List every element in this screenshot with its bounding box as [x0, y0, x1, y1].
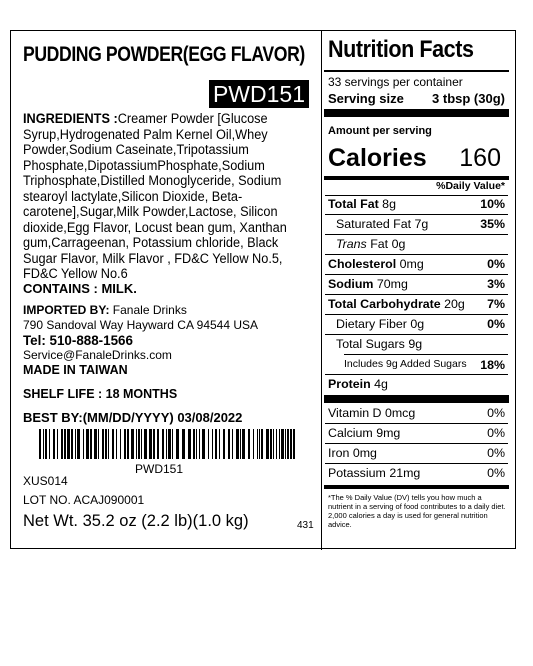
net-weight: Net Wt. 35.2 oz (2.2 lb)(1.0 kg): [23, 512, 249, 530]
country-of-origin: MADE IN TAIWAN: [23, 363, 128, 377]
divider: [325, 234, 508, 235]
barcode-bar: [39, 429, 41, 459]
total-carbohydrate-row: Total Carbohydrate 20g 7%: [328, 297, 505, 311]
barcode-bar: [90, 429, 92, 459]
calcium-row: Calcium 9mg 0%: [328, 426, 505, 440]
barcode-bar: [223, 429, 225, 459]
barcode-text: PWD151: [135, 462, 184, 476]
barcode-bar: [98, 429, 99, 459]
barcode-bar: [144, 429, 147, 459]
barcode-bar: [136, 429, 137, 459]
barcode-bar: [202, 429, 205, 459]
barcode-bar: [193, 429, 195, 459]
servings-per-container: 33 servings per container: [328, 75, 463, 89]
barcode-bar: [124, 429, 126, 459]
barcode-bar: [131, 429, 134, 459]
barcode-bar: [168, 429, 171, 459]
protein-row: Protein 4g: [328, 377, 388, 391]
vitamin-d-row: Vitamin D 0mcg 0%: [328, 406, 505, 420]
barcode-bar: [248, 429, 250, 459]
calories-value: 160: [459, 144, 501, 172]
nutrition-facts-panel: [321, 31, 511, 550]
divider: [325, 254, 508, 255]
barcode-bar: [166, 429, 167, 459]
nutrition-facts-title: Nutrition Facts: [328, 36, 474, 63]
saturated-fat-row: Saturated Fat 7g 35%: [336, 217, 505, 231]
barcode-bar: [276, 429, 277, 459]
barcode-bar: [228, 429, 230, 459]
iron-row: Iron 0mg 0%: [328, 446, 505, 460]
barcode-bar: [212, 429, 213, 459]
divider: [344, 354, 508, 355]
barcode-bar: [261, 429, 263, 459]
barcode-bar: [176, 429, 179, 459]
barcode-bar: [61, 429, 63, 459]
thick-divider: [324, 395, 509, 403]
divider: [325, 214, 508, 215]
barcode-bar: [149, 429, 152, 459]
barcode-bar: [270, 429, 272, 459]
barcode-bar: [236, 429, 239, 459]
barcode-bar: [208, 429, 209, 459]
nutrition-footnote: *The % Daily Value (DV) tells you how much a nutrient in a serving of food contributes to a daily diet. 2,000 calories a day is used for general nutrition advice.: [328, 493, 506, 529]
shelf-life: SHELF LIFE : 18 MONTHS: [23, 387, 178, 401]
barcode-bar: [77, 429, 80, 459]
barcode-bar: [45, 429, 47, 459]
potassium-row: Potassium 21mg 0%: [328, 466, 505, 480]
allergen-statement: CONTAINS : MILK.: [23, 281, 137, 296]
barcode-bar: [138, 429, 140, 459]
barcode-bar: [43, 429, 44, 459]
ingredients-block: [23, 111, 308, 282]
divider: [325, 314, 508, 315]
importer-phone: Tel: 510-888-1566: [23, 333, 133, 348]
barcode-bar: [188, 429, 191, 459]
barcode-bar: [290, 429, 292, 459]
barcode-bar: [153, 429, 155, 459]
barcode-bar: [112, 429, 114, 459]
product-label: [10, 30, 516, 549]
barcode-bar: [182, 429, 185, 459]
barcode-bar: [83, 429, 84, 459]
divider: [325, 423, 508, 424]
total-fat-row: Total Fat 8g 10%: [328, 197, 505, 211]
serving-size-row: [328, 91, 505, 106]
ingredients-label: INGREDIENTS :: [23, 111, 118, 126]
calories-row: [328, 144, 501, 174]
barcode-bar: [71, 429, 73, 459]
product-code-badge: PWD151: [209, 80, 309, 108]
calories-label: Calories: [328, 144, 427, 172]
barcode-bar: [279, 429, 280, 459]
barcode-bar: [116, 429, 117, 459]
barcode-bar: [215, 429, 217, 459]
imported-label: IMPORTED BY:: [23, 303, 110, 317]
sodium-row: Sodium 70mg 3%: [328, 277, 505, 291]
barcode-bar: [281, 429, 284, 459]
divider: [324, 70, 509, 72]
importer-name: Fanale Drinks: [112, 303, 187, 317]
barcode-bar: [287, 429, 289, 459]
barcode-bar: [172, 429, 173, 459]
lot-number: LOT NO. ACAJ090001: [23, 493, 145, 507]
barcode-bar: [64, 429, 66, 459]
divider: [325, 463, 508, 464]
barcode-bar: [105, 429, 107, 459]
barcode-bar: [102, 429, 104, 459]
divider: [325, 274, 508, 275]
amount-per-serving: Amount per serving: [328, 125, 432, 137]
divider: [325, 294, 508, 295]
reference-code: XUS014: [23, 474, 68, 488]
barcode-bar: [141, 429, 142, 459]
barcode-bar: [162, 429, 164, 459]
importer-email: Service@FanaleDrinks.com: [23, 348, 172, 362]
barcode-bar: [259, 429, 260, 459]
barcode-bar: [75, 429, 76, 459]
divider: [325, 443, 508, 444]
added-sugars-row: Includes 9g Added Sugars 18%: [344, 358, 505, 372]
side-number: 431: [297, 520, 314, 531]
divider: [325, 334, 508, 335]
barcode-bar: [67, 429, 70, 459]
ingredients-text: Creamer Powder [Glucose Syrup,Hydrogenated Palm Kernel Oil,Whey Powder,Sodium Caseinate,Tripotassium Phosphate,DipotassiumPhosphate,Sodium Triphosphate,Distilled Monoglyceride, Sodium stearoyl lactylate,Silicon Dioxide, Beta-carotene],Sugar,Milk Powder,Lactose, Silicon dioxide,Egg Flavor, Locust bean gum, Xanthan gum,Carrageenan, Potassium chloride, Black Sugar Flavor, Milk Flavor , FD&C Yellow No.5, FD&C Yellow No.6: [23, 111, 287, 281]
barcode-image: [39, 429, 297, 459]
barcode-bar: [285, 429, 286, 459]
barcode-bar: [53, 429, 55, 459]
barcode-bar: [266, 429, 269, 459]
barcode-bar: [219, 429, 220, 459]
barcode-bar: [257, 429, 258, 459]
barcode-bar: [196, 429, 197, 459]
serving-size-label: Serving size: [328, 91, 404, 106]
trans-fat-row: Trans Fat 0g: [336, 237, 406, 251]
barcode-bar: [108, 429, 109, 459]
barcode-bar: [86, 429, 89, 459]
label-left-panel: [11, 31, 321, 548]
importer-block: [23, 303, 258, 363]
barcode-bar: [232, 429, 233, 459]
best-by-date: BEST BY:(MM/DD/YYYY) 03/08/2022: [23, 410, 243, 425]
barcode-bar: [199, 429, 200, 459]
divider: [325, 374, 508, 375]
cholesterol-row: Cholesterol 0mg 0%: [328, 257, 505, 271]
product-title: PUDDING POWDER(EGG FLAVOR): [23, 42, 305, 66]
barcode-bar: [120, 429, 121, 459]
barcode-bar: [293, 429, 295, 459]
divider: [324, 485, 509, 489]
barcode-bar: [253, 429, 254, 459]
barcode-bar: [57, 429, 58, 459]
barcode-bar: [273, 429, 274, 459]
barcode-bar: [127, 429, 129, 459]
daily-value-header: %Daily Value*: [436, 180, 505, 192]
importer-address: 790 Sandoval Way Hayward CA 94544 USA: [23, 318, 259, 332]
total-sugars-row: Total Sugars 9g: [336, 337, 423, 351]
serving-size-value: 3 tbsp (30g): [432, 91, 505, 106]
divider: [325, 195, 508, 196]
dietary-fiber-row: Dietary Fiber 0g 0%: [336, 317, 505, 331]
barcode-bar: [240, 429, 241, 459]
barcode-bar: [94, 429, 97, 459]
thick-divider: [324, 109, 509, 117]
barcode-bar: [49, 429, 50, 459]
barcode-bar: [157, 429, 159, 459]
barcode-bar: [242, 429, 245, 459]
